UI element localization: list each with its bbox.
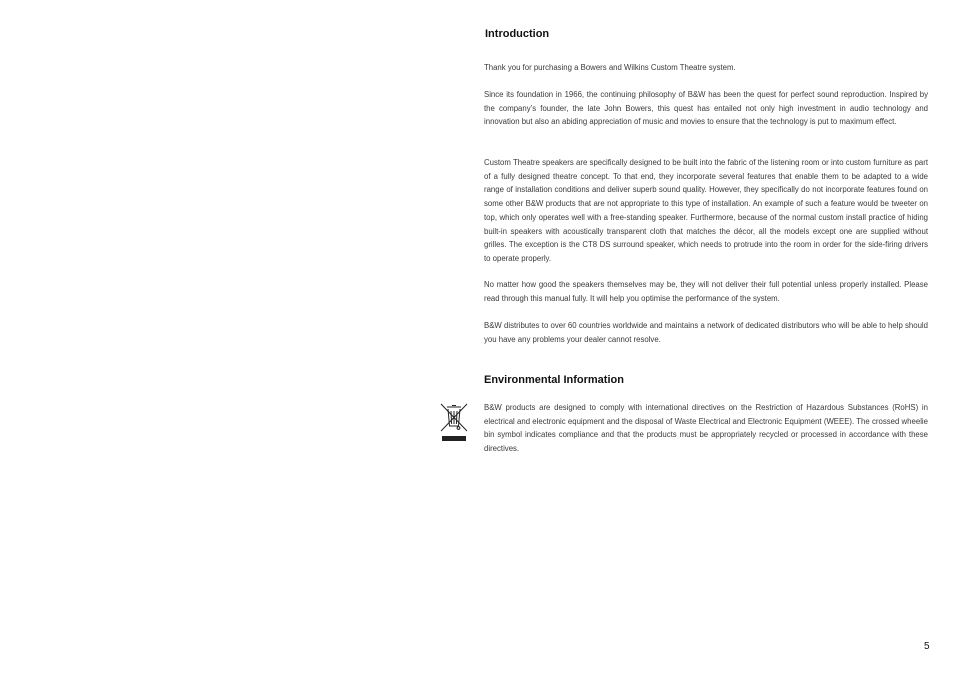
crossed-wheelie-bin-icon xyxy=(440,402,468,442)
environmental-heading: Environmental Information xyxy=(484,374,624,386)
introduction-heading: Introduction xyxy=(485,28,550,40)
intro-paragraph-3: Custom Theatre speakers are specifically designed to be built into the fabric of the listening room or into custom furniture as part of a fully designed theatre concept. To that end, they incorporate several features that enable them to be adapted to a wide range of installation conditions and deliver superb sound quality. However, they specifically do not incorporate features found on some other B&W products that are not appropriate to this type of installation. An example of such a feature would be tweeter on top, which only operates well with a free-standing speaker. Furthermore, because of the normal custom install practice of hiding built-in speakers with acoustically transparent cloth that matches the décor, all the models except one are supplied without grilles. The exception is the CT8 DS surround speaker, which needs to protrude into the room in order for the side-firing drivers to operate properly. xyxy=(484,158,928,263)
intro-paragraph-1: Thank you for purchasing a Bowers and Wilkins Custom Theatre system. xyxy=(484,63,736,72)
page-number: 5 xyxy=(924,641,930,652)
intro-paragraph-2: Since its foundation in 1966, the continuing philosophy of B&W has been the quest for perfect sound reproduction. Inspired by the company’s founder, the late John Bowers, this quest has entailed not only high investment in audio technology and innovation but also an abiding appreciation of music and movies to ensure that the technology is put to maximum effect. xyxy=(484,90,928,127)
intro-paragraph-5: B&W distributes to over 60 countries worldwide and maintains a network of dedicated distributors who will be able to help should you have any problems your dealer cannot resolve. xyxy=(484,321,928,344)
environmental-paragraph: B&W products are designed to comply with international directives on the Restriction of Hazardous Substances (RoHS) in electrical and electronic equipment and the disposal of Waste Electrical and Electronic Equipment (WEEE). The crossed wheelie bin symbol indicates compliance and that the products must be appropriately recycled or processed in accordance with these directives. xyxy=(484,403,928,454)
intro-paragraph-4: No matter how good the speakers themselves may be, they will not deliver their full potential unless properly installed. Please read through this manual fully. It will help you optimise the performance of the system. xyxy=(484,280,928,303)
